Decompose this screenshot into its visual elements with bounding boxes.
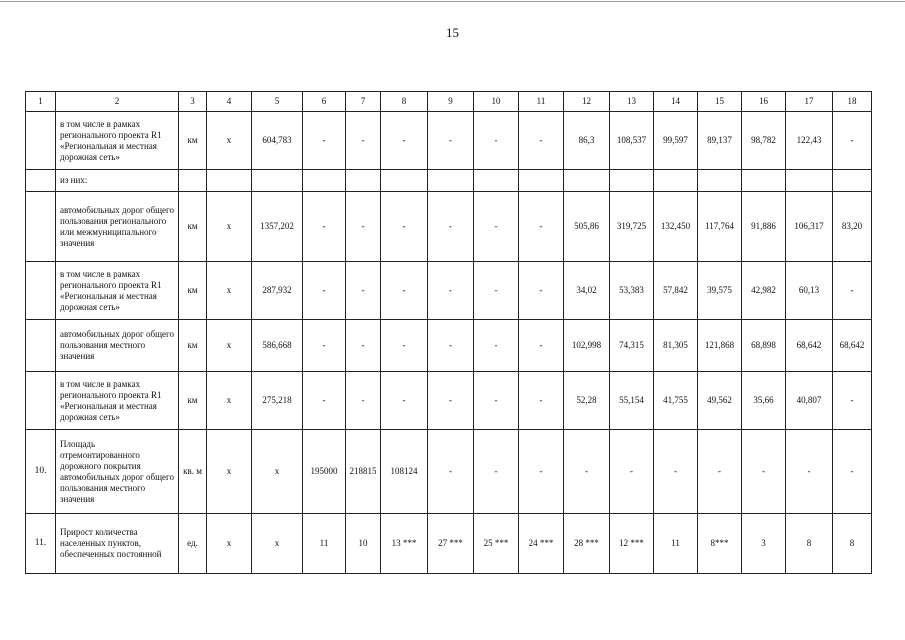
- value-cell: 28 ***: [564, 514, 610, 574]
- value-cell: -: [346, 320, 381, 372]
- row-number: 10.: [26, 430, 56, 514]
- page-top-border: [0, 1, 905, 2]
- value-cell: -: [303, 320, 346, 372]
- column-number: 13: [610, 92, 654, 112]
- value-cell: 57,842: [654, 262, 698, 320]
- value-cell: -: [428, 430, 474, 514]
- value-cell: 13 ***: [381, 514, 428, 574]
- row-number: 11.: [26, 514, 56, 574]
- value-cell: -: [833, 112, 872, 170]
- row-number: [26, 262, 56, 320]
- value-cell: 195000: [303, 430, 346, 514]
- value-cell: -: [428, 320, 474, 372]
- value-cell: 35,66: [742, 372, 786, 430]
- value-cell: -: [303, 262, 346, 320]
- base-cell: х: [207, 320, 252, 372]
- value-cell: 68,642: [833, 320, 872, 372]
- value-cell: -: [428, 112, 474, 170]
- value-cell: 60,13: [786, 262, 833, 320]
- column-number: 3: [179, 92, 207, 112]
- unit-cell: ед.: [179, 514, 207, 574]
- indicator-name: Прирост количества населенных пунктов, обеспеченных постоянной: [56, 514, 179, 574]
- value-cell: [833, 170, 872, 192]
- value-cell: 91,886: [742, 192, 786, 262]
- value-cell: 505,86: [564, 192, 610, 262]
- value-cell: 68,898: [742, 320, 786, 372]
- value-cell: 8***: [698, 514, 742, 574]
- indicator-name: из них:: [56, 170, 179, 192]
- table-row: [26, 372, 872, 430]
- value-cell: -: [519, 112, 564, 170]
- value-cell: 11: [303, 514, 346, 574]
- value-cell: 218815: [346, 430, 381, 514]
- value-cell: 68,642: [786, 320, 833, 372]
- column-number: 7: [346, 92, 381, 112]
- unit-cell: км: [179, 372, 207, 430]
- column-number: 10: [474, 92, 519, 112]
- value-cell: 106,317: [786, 192, 833, 262]
- value-cell: 53,383: [610, 262, 654, 320]
- value-cell: 122,43: [786, 112, 833, 170]
- column-number: 16: [742, 92, 786, 112]
- base-cell: х: [207, 192, 252, 262]
- value-cell: 40,807: [786, 372, 833, 430]
- column-number: 14: [654, 92, 698, 112]
- value-cell: 586,668: [252, 320, 303, 372]
- value-cell: 102,998: [564, 320, 610, 372]
- row-number: [26, 170, 56, 192]
- value-cell: -: [303, 192, 346, 262]
- column-number: 12: [564, 92, 610, 112]
- value-cell: -: [654, 430, 698, 514]
- value-cell: 121,868: [698, 320, 742, 372]
- value-cell: 604,783: [252, 112, 303, 170]
- value-cell: [381, 170, 428, 192]
- value-cell: 117,764: [698, 192, 742, 262]
- value-cell: 132,450: [654, 192, 698, 262]
- value-cell: -: [519, 192, 564, 262]
- row-number: [26, 320, 56, 372]
- value-cell: -: [428, 192, 474, 262]
- page-number: 15: [446, 25, 459, 40]
- value-cell: 55,154: [610, 372, 654, 430]
- indicator-name: в том числе в рамках регионального проекта R1 «Региональная и местная дорожная сеть»: [56, 372, 179, 430]
- value-cell: -: [519, 430, 564, 514]
- value-cell: -: [474, 262, 519, 320]
- value-cell: 319,725: [610, 192, 654, 262]
- column-number: 2: [56, 92, 179, 112]
- value-cell: -: [428, 372, 474, 430]
- row-number: [26, 192, 56, 262]
- value-cell: [519, 170, 564, 192]
- table-row: [26, 112, 872, 170]
- column-number: 15: [698, 92, 742, 112]
- base-cell: х: [207, 262, 252, 320]
- indicator-name: в том числе в рамках регионального проекта R1 «Региональная и местная дорожная сеть»: [56, 112, 179, 170]
- base-cell: х: [207, 112, 252, 170]
- base-cell: х: [207, 372, 252, 430]
- row-number: [26, 112, 56, 170]
- base-cell: х: [207, 430, 252, 514]
- value-cell: 24 ***: [519, 514, 564, 574]
- column-number: 8: [381, 92, 428, 112]
- value-cell: 99,597: [654, 112, 698, 170]
- value-cell: 1357,202: [252, 192, 303, 262]
- value-cell: -: [742, 430, 786, 514]
- value-cell: -: [519, 262, 564, 320]
- value-cell: 108124: [381, 430, 428, 514]
- value-cell: 25 ***: [474, 514, 519, 574]
- value-cell: -: [346, 262, 381, 320]
- value-cell: 3: [742, 514, 786, 574]
- indicator-name: автомобильных дорог общего пользования регионального или межмуниципального значения: [56, 192, 179, 262]
- value-cell: -: [474, 112, 519, 170]
- value-cell: 98,782: [742, 112, 786, 170]
- column-number: 1: [26, 92, 56, 112]
- value-cell: 74,315: [610, 320, 654, 372]
- indicator-name: автомобильных дорог общего пользования местного значения: [56, 320, 179, 372]
- value-cell: -: [381, 262, 428, 320]
- unit-cell: км: [179, 192, 207, 262]
- value-cell: -: [610, 430, 654, 514]
- row-number: [26, 372, 56, 430]
- value-cell: -: [833, 262, 872, 320]
- value-cell: -: [428, 262, 474, 320]
- value-cell: [303, 170, 346, 192]
- value-cell: -: [346, 112, 381, 170]
- value-cell: -: [303, 372, 346, 430]
- value-cell: -: [381, 320, 428, 372]
- table-row: [26, 514, 872, 574]
- value-cell: -: [346, 372, 381, 430]
- value-cell: [786, 170, 833, 192]
- value-cell: 81,305: [654, 320, 698, 372]
- value-cell: 27 ***: [428, 514, 474, 574]
- value-cell: [654, 170, 698, 192]
- column-number: 4: [207, 92, 252, 112]
- unit-cell: км: [179, 262, 207, 320]
- value-cell: -: [381, 372, 428, 430]
- value-cell: -: [474, 372, 519, 430]
- value-cell: -: [381, 192, 428, 262]
- value-cell: 8: [833, 514, 872, 574]
- value-cell: [742, 170, 786, 192]
- unit-cell: [179, 170, 207, 192]
- value-cell: [428, 170, 474, 192]
- value-cell: [252, 170, 303, 192]
- base-cell: х: [207, 514, 252, 574]
- column-number: 18: [833, 92, 872, 112]
- value-cell: -: [303, 112, 346, 170]
- value-cell: -: [381, 112, 428, 170]
- value-cell: 8: [786, 514, 833, 574]
- table-row: [26, 262, 872, 320]
- value-cell: 86,3: [564, 112, 610, 170]
- value-cell: 287,932: [252, 262, 303, 320]
- value-cell: [564, 170, 610, 192]
- value-cell: -: [346, 192, 381, 262]
- value-cell: -: [474, 320, 519, 372]
- table-row: [26, 192, 872, 262]
- value-cell: 12 ***: [610, 514, 654, 574]
- value-cell: 83,20: [833, 192, 872, 262]
- value-cell: 39,575: [698, 262, 742, 320]
- value-cell: 275,218: [252, 372, 303, 430]
- indicator-name: Площадь отремонтированного дорожного покрытия автомобильных дорог общего пользования местного значения: [56, 430, 179, 514]
- value-cell: -: [519, 372, 564, 430]
- value-cell: [698, 170, 742, 192]
- value-cell: -: [833, 372, 872, 430]
- unit-cell: кв. м: [179, 430, 207, 514]
- table-row: [26, 430, 872, 514]
- value-cell: [610, 170, 654, 192]
- value-cell: -: [698, 430, 742, 514]
- column-number: 6: [303, 92, 346, 112]
- column-number: 11: [519, 92, 564, 112]
- value-cell: [346, 170, 381, 192]
- indicators-table: [25, 91, 872, 574]
- column-number: 9: [428, 92, 474, 112]
- unit-cell: км: [179, 112, 207, 170]
- column-number: 17: [786, 92, 833, 112]
- base-cell: [207, 170, 252, 192]
- unit-cell: км: [179, 320, 207, 372]
- value-cell: х: [252, 430, 303, 514]
- value-cell: -: [833, 430, 872, 514]
- value-cell: 11: [654, 514, 698, 574]
- value-cell: [474, 170, 519, 192]
- value-cell: 89,137: [698, 112, 742, 170]
- column-number-row: [26, 92, 872, 112]
- value-cell: х: [252, 514, 303, 574]
- column-number: 5: [252, 92, 303, 112]
- value-cell: -: [474, 192, 519, 262]
- table-row: [26, 170, 872, 192]
- value-cell: -: [786, 430, 833, 514]
- value-cell: -: [519, 320, 564, 372]
- indicator-name: в том числе в рамках регионального проекта R1 «Региональная и местная дорожная сеть»: [56, 262, 179, 320]
- value-cell: 49,562: [698, 372, 742, 430]
- value-cell: 42,982: [742, 262, 786, 320]
- value-cell: 41,755: [654, 372, 698, 430]
- value-cell: -: [474, 430, 519, 514]
- value-cell: -: [564, 430, 610, 514]
- value-cell: 34,02: [564, 262, 610, 320]
- value-cell: 52,28: [564, 372, 610, 430]
- value-cell: 108,537: [610, 112, 654, 170]
- value-cell: 10: [346, 514, 381, 574]
- table-row: [26, 320, 872, 372]
